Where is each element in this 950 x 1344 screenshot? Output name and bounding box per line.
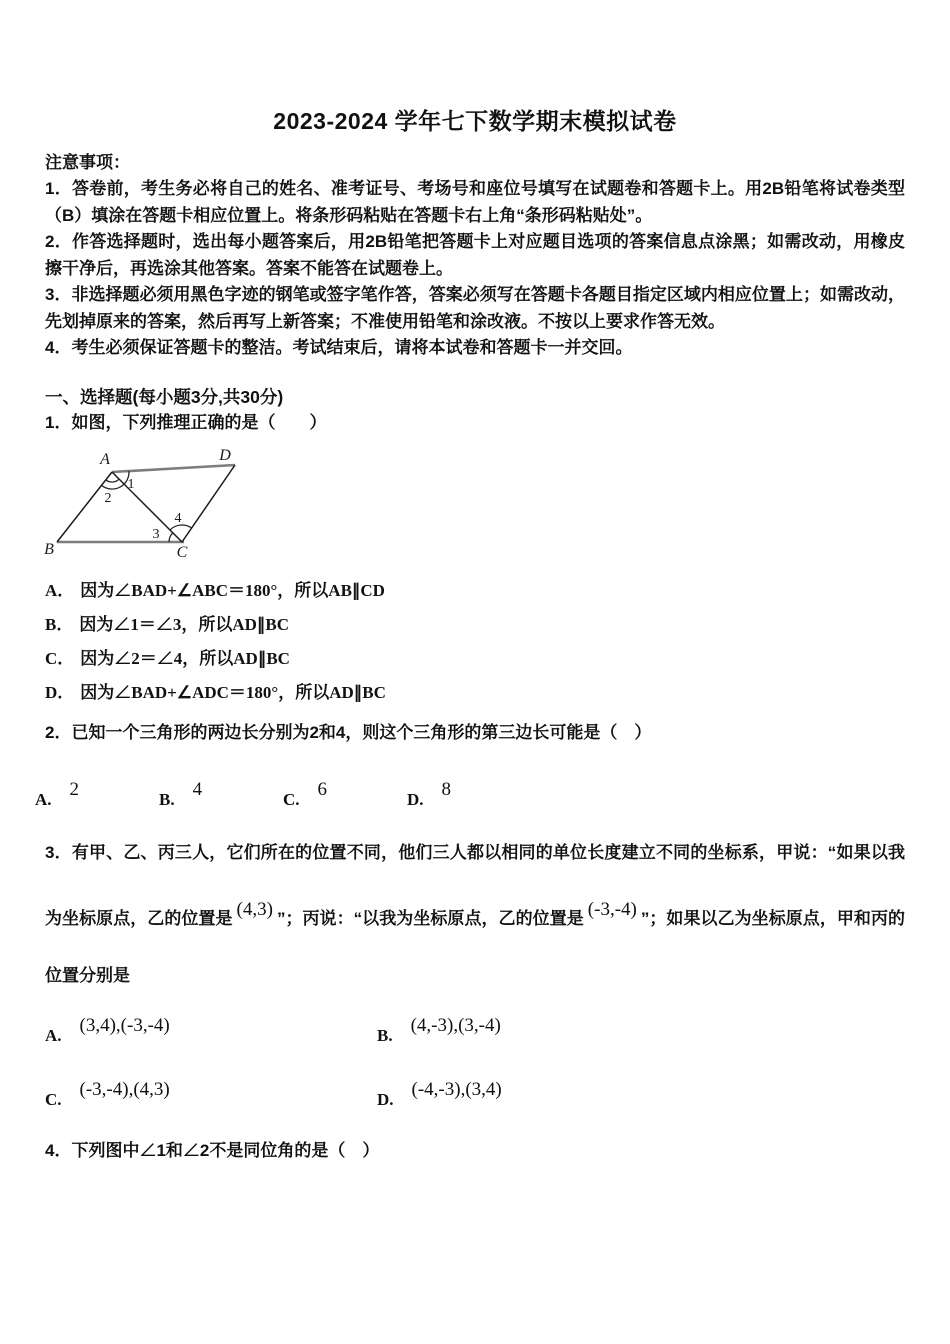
option-letter: D． (45, 682, 75, 702)
question-1-option-a (45, 576, 905, 610)
option-letter: C. (283, 789, 300, 809)
note-item-4: 4．考生必须保证答题卡的整洁。考试结束后，请将本试卷和答题卡一并交回。 (45, 338, 633, 357)
question-1-text: 1．如图，下列推理正确的是（ ） (45, 412, 327, 432)
question-2-option-a (35, 778, 159, 810)
question-4-text: 4．下列图中∠1和∠2不是同位角的是（ ） (45, 1140, 380, 1160)
option-letter: B． (45, 614, 74, 634)
option-letter: D. (377, 1089, 394, 1109)
angle-label-3: 3 (152, 526, 160, 542)
angle-arc-at-C-inner (169, 532, 173, 541)
question-2-option-c (283, 778, 407, 810)
question-1-options (45, 576, 905, 712)
section-1-heading: 一、选择题(每小题3分,共30分) (45, 386, 284, 407)
option-letter: A. (35, 789, 52, 809)
question-2-options (35, 772, 905, 810)
line-AC-diagonal (112, 472, 182, 542)
vertex-label-B: B (44, 540, 54, 558)
angle-label-1: 1 (127, 476, 135, 492)
angle-arc-at-A-inner (106, 479, 119, 482)
question-3-option-d (377, 1072, 709, 1110)
question-1-option-d (45, 678, 905, 712)
question-2-option-b (159, 778, 283, 810)
question-1-figure (39, 444, 254, 562)
option-value: (4,-3),(3,-4) (410, 1014, 501, 1036)
option-letter: B. (159, 789, 175, 809)
option-letter: A. (45, 1025, 62, 1045)
option-value: 4 (192, 778, 203, 800)
question-3-text-part-1: 3．有甲、乙、丙三人，它们所在的位置不同，他们三人都以相同的单位长度建立不同的坐标系，甲说：“如果以我为坐标原点，乙的位置是 (45, 842, 905, 928)
note-item-1: 1．答卷前，考生务必将自己的姓名、准考证号、考场号和座位号填写在试题卷和答题卡上。用2B铅笔将试卷类型（B）填涂在答题卡相应位置上。将条形码粘贴在答题卡右上角“条形码粘贴处”。 (45, 179, 905, 225)
question-3-option-a (45, 1008, 377, 1046)
line-AB (57, 472, 112, 542)
line-CD (182, 465, 235, 542)
question-3-coordinate-2: (-3,-4) (587, 898, 637, 920)
vertex-label-C: C (176, 543, 188, 561)
option-letter: B. (377, 1025, 393, 1045)
note-item-2: 2．作答选择题时，选出每小题答案后，用2B铅笔把答题卡上对应题目选项的答案信息点涂黑；如需改动，用橡皮擦干净后，再选涂其他答案。答案不能答在试题卷上。 (45, 232, 905, 278)
question-3-option-c (45, 1072, 377, 1110)
option-value: 2 (69, 778, 80, 800)
note-item-3: 3．非选择题必须用黑色字迹的钢笔或签字笔作答，答案必须写在答题卡各题目指定区域内相应位置上；如需改动，先划掉原来的答案，然后再写上新答案；不准使用铅笔和涂改液。不按以上要求作答无效。 (45, 285, 905, 331)
line-AD (112, 465, 235, 472)
option-text: 因为∠1＝∠3，所以AD∥BC (79, 614, 290, 634)
question-3-text-part-2: ”；丙说：“以我为坐标原点，乙的位置是 (276, 908, 584, 928)
question-2-text: 2．已知一个三角形的两边长分别为2和4，则这个三角形的第三边长可能是（ ） (45, 722, 652, 742)
question-3-text (45, 824, 905, 1004)
option-text: 因为∠2＝∠4，所以AD∥BC (80, 648, 290, 668)
question-3-option-b (377, 1008, 709, 1046)
angle-label-4: 4 (174, 510, 182, 526)
question-3-coordinate-1: (4,3) (236, 898, 273, 920)
option-value: (-4,-3),(3,4) (411, 1078, 502, 1100)
question-3-text-part-3: ”；如果以乙为坐标原点，甲和丙的位置分别是 (45, 908, 906, 985)
option-value: (-3,-4),(4,3) (79, 1078, 170, 1100)
question-2-option-d (407, 778, 531, 810)
page-title: 2023-2024 学年七下数学期末模拟试卷 (273, 108, 677, 134)
page-content (0, 104, 950, 1164)
option-value: 6 (317, 778, 328, 800)
option-letter: D. (407, 789, 424, 809)
question-1-option-c (45, 644, 905, 678)
option-text: 因为∠BAD+∠ABC＝180°，所以AB∥CD (80, 580, 385, 600)
option-value: 8 (441, 778, 452, 800)
vertex-label-D: D (219, 446, 231, 464)
angle-label-2: 2 (104, 490, 112, 506)
option-letter: A． (45, 580, 75, 600)
notes-heading: 注意事项： (45, 153, 130, 172)
question-3-options (45, 1008, 905, 1110)
parallelogram-diagram (39, 444, 254, 562)
option-letter: C． (45, 648, 75, 668)
option-value: (3,4),(-3,-4) (79, 1014, 170, 1036)
notes-section (45, 150, 905, 362)
question-1-option-b (45, 610, 905, 644)
vertex-label-A: A (100, 450, 110, 468)
option-letter: C. (45, 1089, 62, 1109)
option-text: 因为∠BAD+∠ADC＝180°，所以AD∥BC (80, 682, 386, 702)
